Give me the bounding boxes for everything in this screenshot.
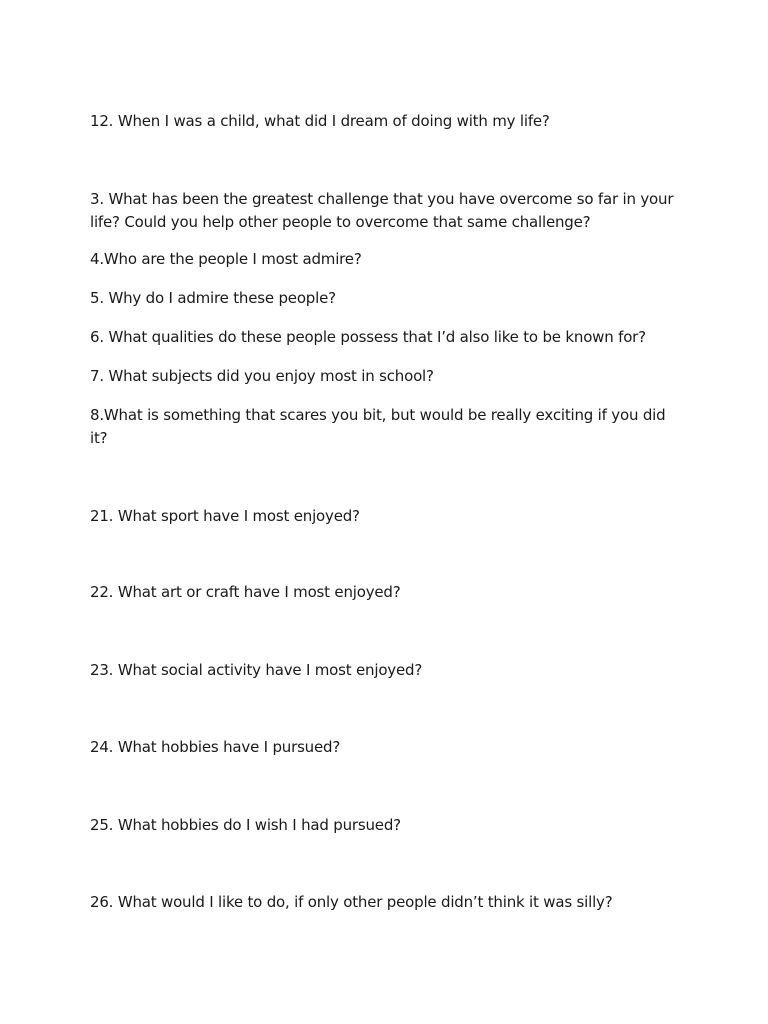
question-22: 22. What art or craft have I most enjoyed? bbox=[90, 583, 401, 601]
question-23: 23. What social activity have I most enjoyed? bbox=[90, 661, 423, 679]
question-6: 6. What qualities do these people possess that I’d also like to be known for? bbox=[90, 328, 646, 346]
question-7: 7. What subjects did you enjoy most in school? bbox=[90, 367, 434, 385]
question-24: 24. What hobbies have I pursued? bbox=[90, 738, 341, 756]
question-26: 26. What would I like to do, if only other people didn’t think it was silly? bbox=[90, 893, 613, 911]
question-3: 3. What has been the greatest challenge that you have overcome so far in your life? Could you help other people to overcome that same challenge? bbox=[90, 190, 674, 231]
question-25: 25. What hobbies do I wish I had pursued? bbox=[90, 816, 401, 834]
question-12: 12. When I was a child, what did I dream of doing with my life? bbox=[90, 112, 550, 130]
question-21: 21. What sport have I most enjoyed? bbox=[90, 507, 360, 525]
question-4: 4.Who are the people I most admire? bbox=[90, 250, 362, 268]
question-8: 8.What is something that scares you bit, but would be really exciting if you did it? bbox=[90, 406, 666, 447]
question-5: 5. Why do I admire these people? bbox=[90, 289, 336, 307]
